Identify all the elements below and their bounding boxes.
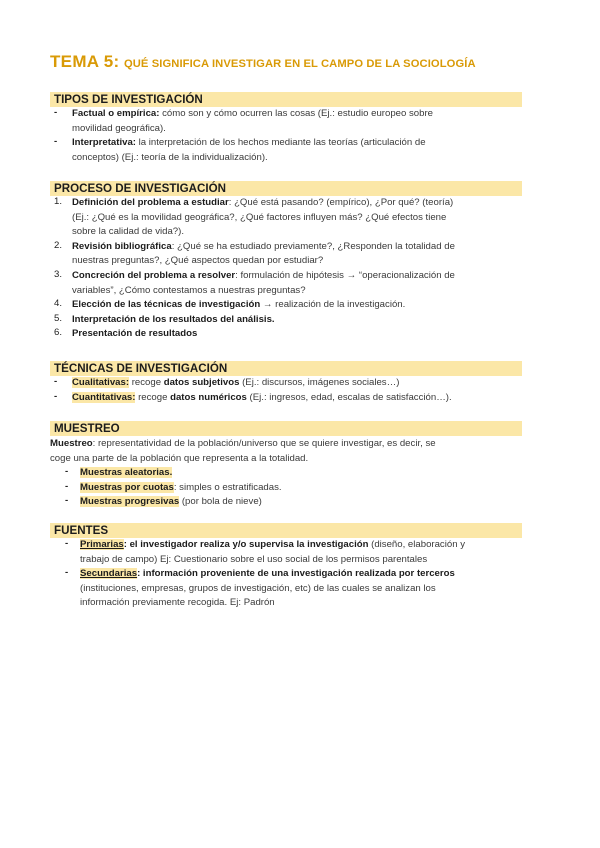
list-item: - Secundarias: información proveniente de una investigación realizada por terceros (instituciones, empresas, grupos de investigación, etc) de las cuales se analizan los información previamente recogida. Ej: Padrón bbox=[65, 567, 455, 609]
page-title bbox=[50, 52, 476, 72]
section-heading: MUESTREO bbox=[50, 421, 522, 436]
section-tipos bbox=[50, 92, 522, 165]
section-heading: PROCESO DE INVESTIGACIÓN bbox=[50, 181, 522, 196]
list-item: - Factual o empírica: cómo son y cómo ocurren las cosas (Ej.: estudio europeo sobre movilidad geográfica). bbox=[54, 107, 433, 134]
section-heading: FUENTES bbox=[50, 523, 522, 538]
list-item: 3. Concreción del problema a resolver: formulación de hipótesis → “operacionalización de variables”, ¿Cómo contestamos a nuestras preguntas? bbox=[54, 268, 455, 296]
list-item: - Cuantitativas: recoge datos numéricos (Ej.: ingresos, edad, escalas de satisfacción…). bbox=[54, 390, 452, 403]
section-muestreo: MUESTREO Muestreo: representatividad de la población/universo que se quiere investigar, es decir, se coge una parte de la población que representa a la totalidad. - Muestras aleatorias. - Muestras por cuotas: simples o estratificadas. - Muestras progresivas (por bola de nieve) bbox=[50, 421, 522, 510]
section-tecnicas bbox=[50, 361, 522, 405]
list-item: - Primarias: el investigador realiza y/o supervisa la investigación (diseño, elaboración y trabajo de campo) Ej: Cuestionario sobre el uso social de los permisos parentales bbox=[65, 538, 465, 565]
section-heading: TIPOS DE INVESTIGACIÓN bbox=[50, 92, 522, 107]
list-item: - Muestras por cuotas: simples o estratificadas. bbox=[65, 480, 282, 493]
list-item: 1. Definición del problema a estudiar: ¿Qué está pasando? (empírico), ¿Por qué? (teoría) (Ej.: ¿Qué es la movilidad geográfica?, ¿Qué factores influyen más? ¿Qué efectos tiene sobre la calidad de vida?). bbox=[54, 196, 454, 238]
list-item: - Cualitativas: recoge datos subjetivos (Ej.: discursos, imágenes sociales…) bbox=[54, 376, 400, 388]
section-heading: TÉCNICAS DE INVESTIGACIÓN bbox=[50, 361, 522, 376]
list-item: 5. Interpretación de los resultados del análisis. bbox=[54, 312, 275, 325]
list-item: 6. Presentación de resultados bbox=[54, 327, 198, 340]
list-item: - Interpretativa: la interpretación de los hechos mediante las teorías (articulación de conceptos) (Ej.: teoría de la individualización). bbox=[54, 136, 426, 163]
list-item: - Muestras aleatorias. bbox=[65, 466, 173, 479]
list-item: 4. Elección de las técnicas de investigación → realización de la investigación. bbox=[54, 298, 406, 311]
title-subject: QUÉ SIGNIFICA INVESTIGAR EN EL CAMPO DE LA SOCIOLOGÍA bbox=[123, 58, 476, 70]
list-item: 2. Revisión bibliográfica: ¿Qué se ha estudiado previamente?, ¿Responden la totalidad de nuestras preguntas?, ¿Qué aspectos quedan por estudiar? bbox=[54, 239, 455, 267]
title-topic: TEMA 5: bbox=[50, 52, 120, 71]
list-item: - Muestras progresivas (por bola de nieve) bbox=[65, 495, 262, 508]
section-fuentes bbox=[50, 523, 522, 611]
section-proceso bbox=[50, 181, 522, 342]
